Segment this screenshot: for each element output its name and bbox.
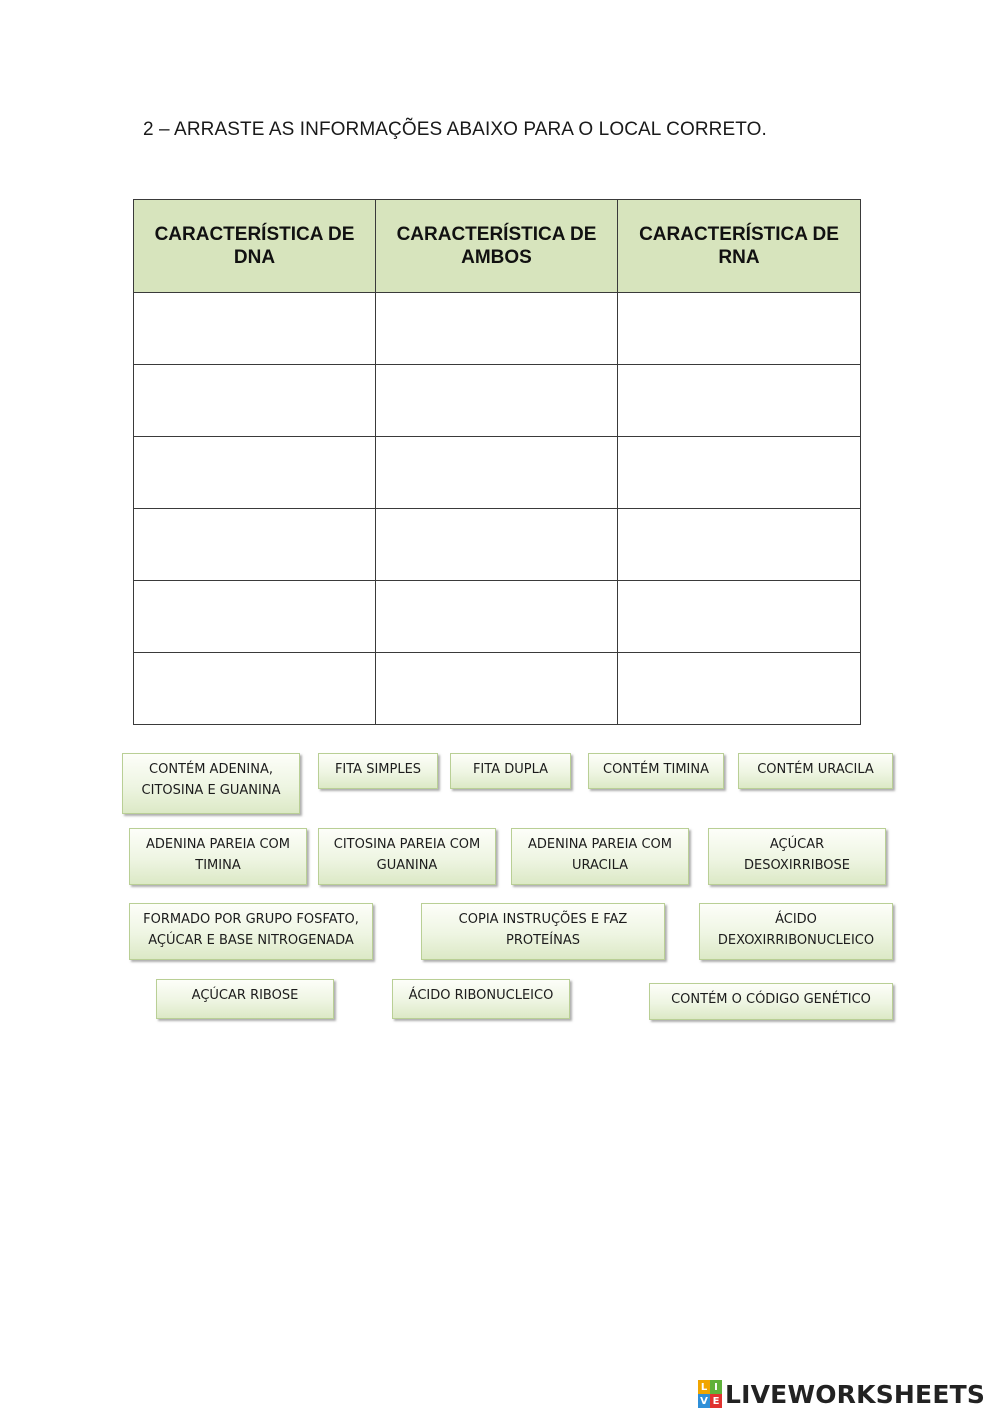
drop-cell-rna[interactable]: [618, 437, 861, 509]
drop-cell-dna[interactable]: [134, 293, 376, 365]
drop-cell-dna[interactable]: [134, 437, 376, 509]
drop-cell-rna[interactable]: [618, 653, 861, 725]
draggable-card-acido-dexoxirribonucleico[interactable]: ÁCIDO DEXOXIRRIBONUCLEICO: [699, 903, 893, 960]
draggable-card-acucar-ribose[interactable]: AÇÚCAR RIBOSE: [156, 979, 334, 1019]
draggable-card-codigo-genetico[interactable]: CONTÉM O CÓDIGO GENÉTICO: [649, 983, 893, 1020]
drop-cell-dna[interactable]: [134, 365, 376, 437]
draggable-card-acido-ribonucleico[interactable]: ÁCIDO RIBONUCLEICO: [392, 979, 570, 1019]
draggable-card-copia-instrucoes[interactable]: COPIA INSTRUÇÕES E FAZ PROTEÍNAS: [421, 903, 665, 960]
header-rna: CARACTERÍSTICA DE RNA: [618, 200, 861, 293]
answer-table: [133, 199, 861, 725]
drop-cell-rna[interactable]: [618, 581, 861, 653]
header-dna: CARACTERÍSTICA DE DNA: [134, 200, 376, 293]
drop-cell-both[interactable]: [376, 581, 618, 653]
drop-cell-both[interactable]: [376, 653, 618, 725]
drop-cell-dna[interactable]: [134, 581, 376, 653]
draggable-card-adenina-uracila[interactable]: ADENINA PAREIA COM URACILA: [511, 828, 689, 885]
table-row: [134, 293, 861, 365]
drop-cell-both[interactable]: [376, 293, 618, 365]
draggable-card-citosina-guanina[interactable]: CITOSINA PAREIA COM GUANINA: [318, 828, 496, 885]
draggable-card-contem-uracila[interactable]: CONTÉM URACILA: [738, 753, 893, 789]
drop-cell-dna[interactable]: [134, 509, 376, 581]
drop-cell-dna[interactable]: [134, 653, 376, 725]
instruction-text: 2 – ARRASTE AS INFORMAÇÕES ABAIXO PARA O LOCAL CORRETO.: [143, 119, 767, 140]
header-both: CARACTERÍSTICA DE AMBOS: [376, 200, 618, 293]
table-row: [134, 653, 861, 725]
draggable-card-contem-timina[interactable]: CONTÉM TIMINA: [588, 753, 724, 789]
draggable-card-formado-por[interactable]: FORMADO POR GRUPO FOSFATO, AÇÚCAR E BASE NITROGENADA: [129, 903, 373, 960]
drop-cell-rna[interactable]: [618, 293, 861, 365]
table-row: [134, 365, 861, 437]
draggable-card-fita-simples[interactable]: FITA SIMPLES: [318, 753, 438, 789]
drop-cell-both[interactable]: [376, 509, 618, 581]
table-row: [134, 509, 861, 581]
table-row: [134, 581, 861, 653]
logo-text: LIVEWORKSHEETS: [725, 1379, 986, 1409]
draggable-card-fita-dupla[interactable]: FITA DUPLA: [450, 753, 571, 789]
table-row: [134, 437, 861, 509]
draggable-card-acucar-desoxirribose[interactable]: AÇÚCAR DESOXIRRIBOSE: [708, 828, 886, 885]
liveworksheets-logo: [698, 1378, 985, 1410]
drop-cell-both[interactable]: [376, 437, 618, 509]
table-header-row: [134, 200, 861, 293]
drop-cell-rna[interactable]: [618, 365, 861, 437]
logo-mark-icon: L I V E: [698, 1380, 722, 1408]
draggable-card-adenina-timina[interactable]: ADENINA PAREIA COM TIMINA: [129, 828, 307, 885]
draggable-card-adenina-citosina-guanina[interactable]: CONTÉM ADENINA, CITOSINA E GUANINA: [122, 753, 300, 814]
drop-cell-rna[interactable]: [618, 509, 861, 581]
drop-cell-both[interactable]: [376, 365, 618, 437]
